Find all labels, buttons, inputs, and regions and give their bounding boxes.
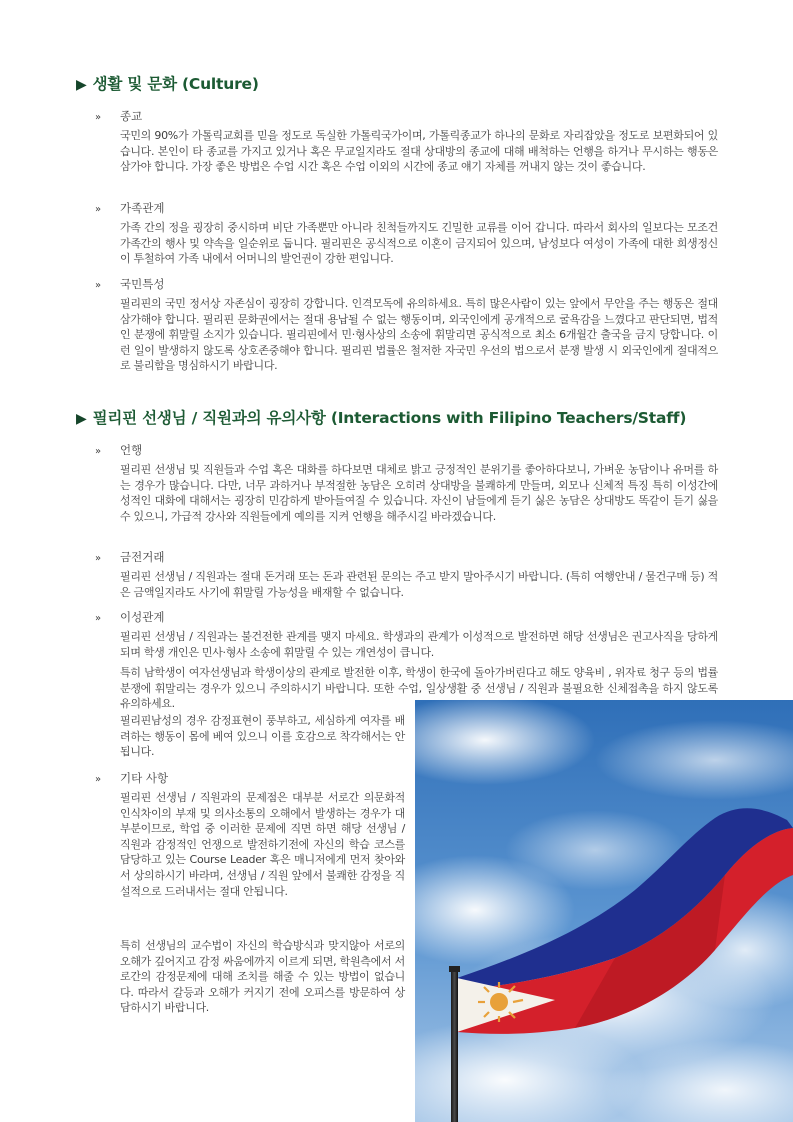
bullet-icon: »: [95, 112, 102, 123]
paragraph-other-2: 특히 선생님의 교수법이 자신의 학습방식과 맞지않아 서로의 오해가 깊어지고 감정 싸움에까지 이르게 되면, 학원측에서 서로간의 감정문제에 대해 조치를 해줄 수 있는 방법이 없습니다. 따라서 갈등과 오해가 커지기 전에 오피스를 방문하여 상담하시기 바랍니다.: [120, 939, 405, 1015]
paragraph-money: 필리핀 선생님 / 직원과는 절대 돈거래 또는 돈과 관련된 문의는 주고 받지 말아주시기 바랍니다. (특히 여행안내 / 물건구매 등) 적은 금액일지라도 사기에 휘말릴 가능성을 배재할 수 없습니다.: [120, 570, 718, 599]
bullet-icon: »: [95, 280, 102, 291]
bullet-icon: »: [95, 446, 102, 457]
section-title-interactions: ▶ 필리핀 선생님 / 직원과의 유의사항 (Interactions with Filipino Teachers/Staff): [76, 409, 687, 427]
paragraph-religion: 국민의 90%가 가톨릭교회를 믿을 정도로 독실한 가톨릭국가이며, 가톨릭종교가 하나의 문화로 자리잡았을 정도로 보편화되어 있습니다. 본인이 타 종교를 가지고 있거나 혹은 무교일지라도 절대 상대방의 종교에 대해 배척하는 언행을 하거나 무시하는 행동은 삼가야 합니다. 가장 좋은 방법은 수업 시간 혹은 수업 이외의 시간에 종교 얘기 자체를 꺼내지 않는 것이 좋습니다.: [120, 129, 718, 174]
item-heading-family: » 가족관계: [95, 201, 165, 215]
bullet-icon: »: [95, 774, 102, 785]
bullet-icon: »: [95, 553, 102, 564]
paragraph-relationships-3: 필리핀남성의 경우 감정표현이 풍부하고, 세심하게 여자를 배려하는 행동이 몸에 베여 있으니 이를 호감으로 착각해서는 안됩니다.: [120, 714, 405, 759]
flag-image: [415, 700, 793, 1122]
paragraph-national-traits: 필리핀의 국민 정서상 자존심이 굉장히 강합니다. 인격모독에 유의하세요. 특히 많은사람이 있는 앞에서 무안을 주는 행동은 절대 삼가해야 합니다. 필리핀 문화권에서는 절대 용납될 수 없는 행동이며, 외국인에게 공개적으로 굴욕감을 느꼈다고 판단되면, 법적인 분쟁에 휘말릴 소지가 있습니다. 필리핀에서 민·형사상의 소송에 휘말리면 공식적으로 최소 6개월간 출국을 금지 당합니다. 이런 일이 발생하지 않도록 상호존중해야 합니다. 필리핀 법률은 철저한 자국민 우선의 법으로서 분쟁 발생 시 외국인에게 절대적으로 불리함을 명심하시기 바랍니다.: [120, 297, 718, 373]
item-heading-other: » 기타 사항: [95, 771, 169, 785]
section-marker-icon: ▶: [76, 77, 87, 93]
philippine-flag-photo: [415, 700, 793, 1122]
paragraph-relationships-2: 특히 남학생이 여자선생님과 학생이상의 관계로 발전한 이후, 학생이 한국에 돌아가버린다고 해도 양육비 , 위자료 청구 등의 법률 분쟁에 휘말리는 경우가 있으니 주의하시기 바랍니다. 또한 수업, 일상생활 중 선생님 / 직원과 불필요한 신체접촉을 하지 않도록 유의하세요.: [120, 666, 718, 711]
item-heading-national-traits: » 국민특성: [95, 277, 165, 291]
paragraph-conduct: 필리핀 선생님 및 직원들과 수업 혹은 대화를 하다보면 대체로 밝고 긍정적인 분위기를 좋아하다보니, 가벼운 농담이나 유머를 하는 경우가 많습니다. 다만, 너무 과하거나 부적절한 농담은 오히려 상대방을 불쾌하게 만들며, 외모나 신체적 특징 특히 이성간에 성적인 대화에 대해서는 굉장히 민감하게 받아들여질 수 있습니다. 자신이 남들에게 듣기 싫은 농담은 상대방도 똑같이 듣기 싫을 수 있으니, 가급적 강사와 직원들에게 예의를 지켜 언행을 해주시길 바라겠습니다.: [120, 463, 718, 523]
paragraph-relationships-1: 필리핀 선생님 / 직원과는 불건전한 관계를 맺지 마세요. 학생과의 관계가 이성적으로 발전하면 해당 선생님은 권고사직을 당하게 되며 학생 개인은 민사·형사 소송에 휘말릴 수 있는 개연성이 큽니다.: [120, 630, 718, 659]
paragraph-other-1: 필리핀 선생님 / 직원과의 문제점은 대부분 서로간 의문화적 인식차이의 부재 및 의사소통의 오해에서 발생하는 경우가 대부분이므로, 학업 중 이러한 문제에 직면 하면 해당 선생님 / 직원과 감정적인 언쟁으로 발전하기전에 자신의 학습 코스를 담당하고 있는 Course Leader 혹은 매니저에게 먼저 찾아와서 상의하시기 바라며, 선생님 / 직원 앞에서 불쾌한 감정을 직설적으로 드러내서는 절대 안됩니다.: [120, 791, 405, 898]
bullet-icon: »: [95, 613, 102, 624]
item-heading-religion: » 종교: [95, 109, 143, 123]
item-heading-conduct: » 언행: [95, 443, 143, 457]
section-title-culture: ▶ 생활 및 문화 (Culture): [76, 75, 259, 93]
paragraph-family: 가족 간의 정을 굉장히 중시하며 비단 가족뿐만 아니라 친척들까지도 긴밀한 교류를 이어 갑니다. 따라서 회사의 일보다는 모조건 가족간의 행사 및 약속을 일순위로 둡니다. 필리핀은 공식적으로 이혼이 금지되어 있으며, 남성보다 여성이 가족에 대한 희생정신이 투철하여 가족 내에서 어머니의 발언권이 강한 편입니다.: [120, 221, 718, 266]
item-heading-money: » 금전거래: [95, 550, 165, 564]
bullet-icon: »: [95, 204, 102, 215]
section-marker-icon: ▶: [76, 411, 87, 427]
item-heading-relationships: » 이성관계: [95, 610, 165, 624]
